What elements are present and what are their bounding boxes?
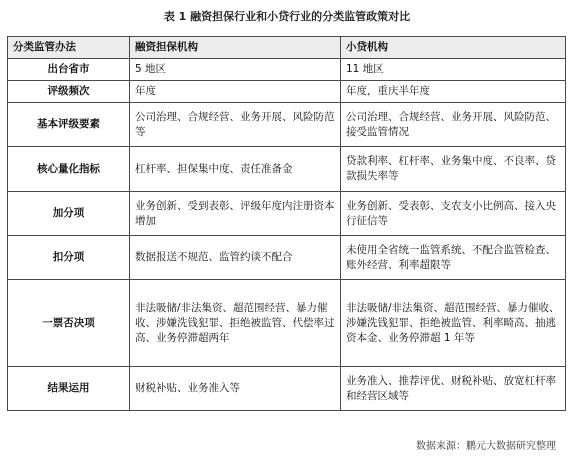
loan-cell: 11 地区 — [341, 59, 566, 81]
guarantee-cell: 杠杆率、担保集中度、责任准备金 — [130, 147, 341, 192]
loan-cell: 贷款利率、杠杆率、业务集中度、不良率、贷款损失率等 — [341, 147, 566, 192]
loan-cell: 未使用全省统一监管系统、不配合监管检查、账外经营、利率超限等 — [341, 236, 566, 280]
row-label: 加分项 — [8, 192, 130, 236]
row-label: 核心量化指标 — [8, 147, 130, 192]
loan-cell: 业务创新、受表彰、支农支小比例高、接入央行征信等 — [341, 192, 566, 236]
table-row — [8, 367, 566, 411]
row-label: 扣分项 — [8, 236, 130, 280]
column-header-method: 分类监管办法 — [8, 37, 130, 59]
table-row — [8, 81, 566, 103]
table-row — [8, 59, 566, 81]
table-row — [8, 103, 566, 147]
row-label: 出台省市 — [8, 59, 130, 81]
loan-cell: 非法吸储/非法集资、超范围经营、暴力催收、涉嫌洗钱犯罪、拒绝被监管、利率畸高、抽逃资本金、业务停滞超 1 年等 — [341, 280, 566, 367]
loan-cell: 业务准入、推荐评优、财税补贴、放宽杠杆率和经营区域等 — [341, 367, 566, 411]
table-row — [8, 280, 566, 367]
guarantee-cell: 5 地区 — [130, 59, 341, 81]
table-row — [8, 236, 566, 280]
guarantee-cell: 年度 — [130, 81, 341, 103]
row-label: 基本评级要素 — [8, 103, 130, 147]
row-label: 一票否决项 — [8, 280, 130, 367]
row-label: 评级频次 — [8, 81, 130, 103]
guarantee-cell: 财税补贴、业务准入等 — [130, 367, 341, 411]
table-row — [8, 192, 566, 236]
loan-cell: 公司治理、合规经营、业务开展、风险防范、接受监管情况 — [341, 103, 566, 147]
column-header-loan: 小贷机构 — [341, 37, 566, 59]
data-source-note: 数据来源：鹏元大数据研究整理 — [416, 441, 556, 452]
table-header-row — [8, 37, 566, 59]
table-row — [8, 147, 566, 192]
guarantee-cell: 非法吸储/非法集资、超范围经营、暴力催收、涉嫌洗钱犯罪、拒绝被监管、代偿率过高、业务停滞超两年 — [130, 280, 341, 367]
guarantee-cell: 数据报送不规范、监管约谈不配合 — [130, 236, 341, 280]
row-label: 结果运用 — [8, 367, 130, 411]
column-header-guarantee: 融资担保机构 — [130, 37, 341, 59]
table-title: 表 1 融资担保行业和小贷行业的分类监管政策对比 — [163, 10, 411, 23]
guarantee-cell: 业务创新、受到表彰、评级年度内注册资本增加 — [130, 192, 341, 236]
policy-comparison-table — [7, 36, 566, 411]
loan-cell: 年度，重庆半年度 — [341, 81, 566, 103]
guarantee-cell: 公司治理、合规经营、业务开展、风险防范等 — [130, 103, 341, 147]
